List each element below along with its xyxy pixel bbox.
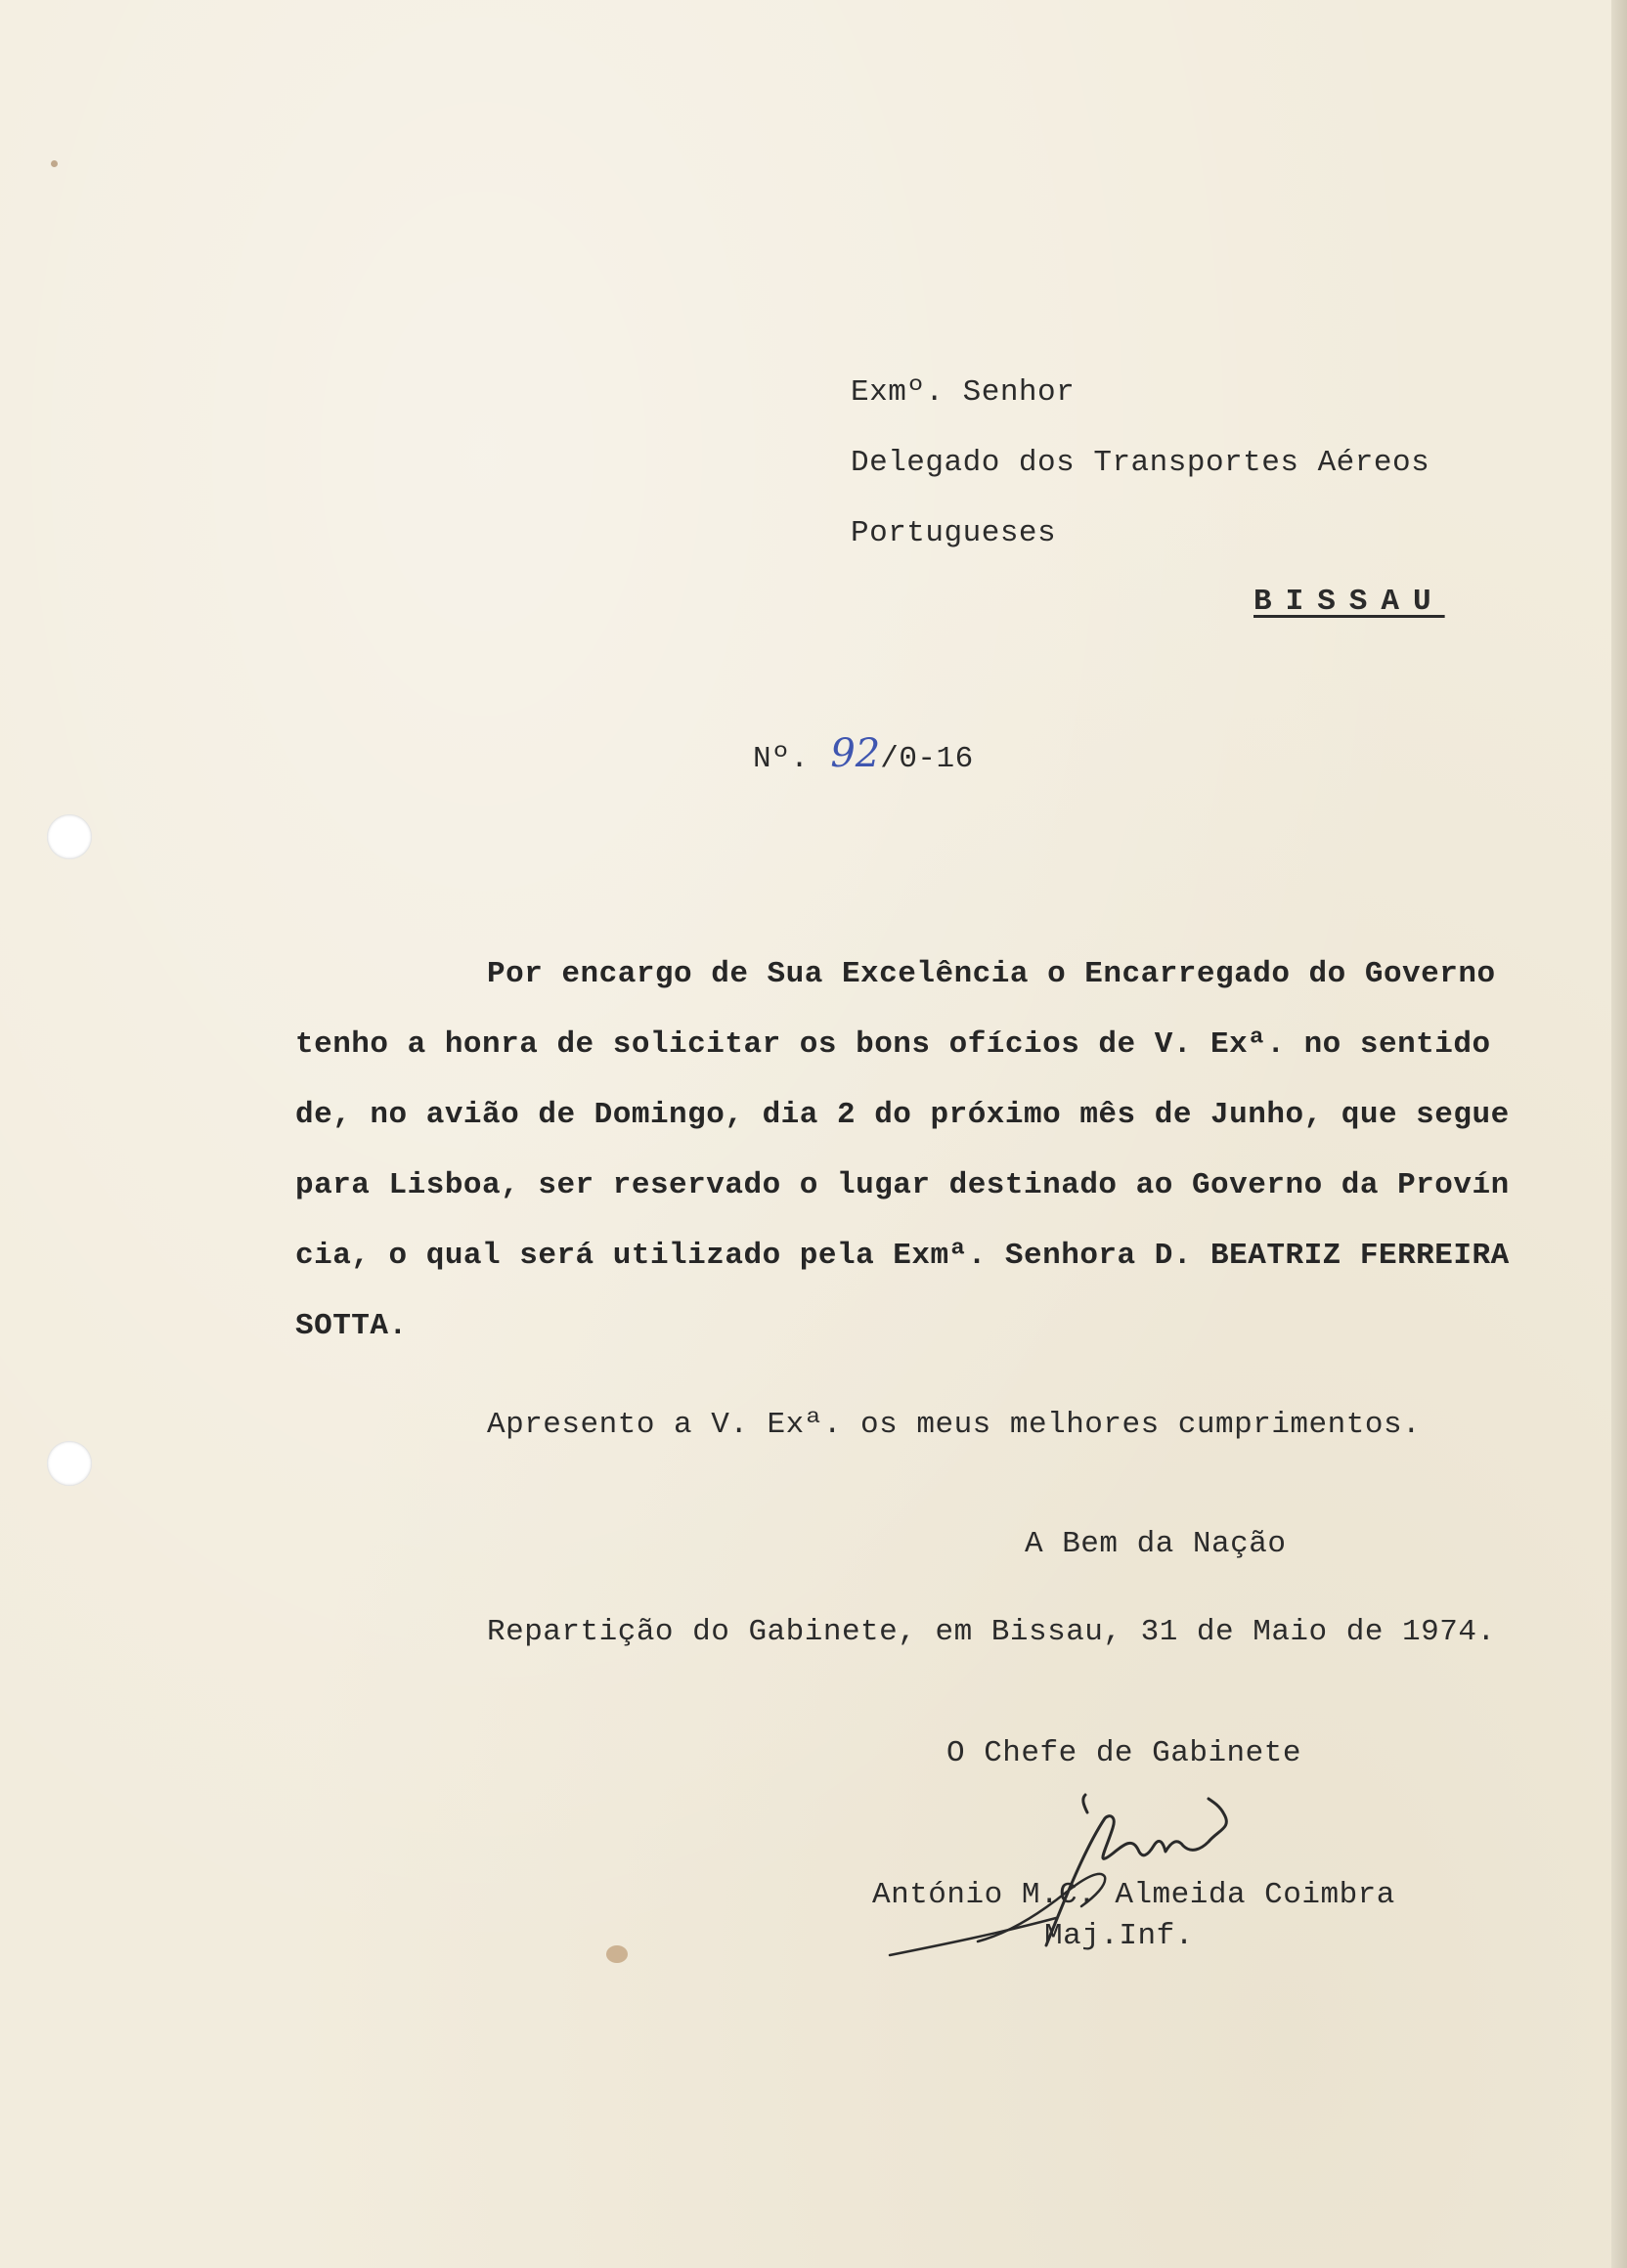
body-line-2: tenho a honra de solicitar os bons ofícios de V. Exª. no sentido	[295, 1027, 1491, 1062]
reference-handwritten-number: 92	[830, 731, 881, 776]
recipient-city: BISSAU	[1253, 585, 1445, 619]
paper-stain	[606, 1945, 628, 1963]
signatory-rank: Maj.Inf.	[1044, 1919, 1194, 1953]
page-edge	[1611, 0, 1627, 2268]
closing-motto: A Bem da Nação	[1025, 1527, 1287, 1561]
signatory-title: O Chefe de Gabinete	[946, 1736, 1301, 1770]
paper-mark	[51, 160, 58, 167]
signatory-name: António M.C. Almeida Coimbra	[872, 1878, 1395, 1912]
recipient-organization: Portugueses	[851, 516, 1057, 550]
greeting-line: Apresento a V. Exª. os meus melhores cumprimentos.	[487, 1408, 1422, 1442]
reference-number	[753, 731, 974, 776]
reference-prefix: Nº.	[753, 742, 810, 776]
body-line-3: de, no avião de Domingo, dia 2 do próximo mês de Junho, que segue	[295, 1098, 1510, 1132]
punch-hole-bottom	[47, 1441, 92, 1486]
body-line-4: para Lisboa, ser reservado o lugar destinado ao Governo da Provín	[295, 1168, 1510, 1202]
punch-hole-top	[47, 814, 92, 859]
body-line-1: Por encargo de Sua Excelência o Encarregado do Governo	[487, 957, 1496, 991]
body-line-6: SOTTA.	[295, 1309, 408, 1343]
body-line-5: cia, o qual será utilizado pela Exmª. Senhora D. BEATRIZ FERREIRA	[295, 1239, 1510, 1273]
reference-suffix: /0-16	[880, 742, 974, 776]
place-and-date: Repartição do Gabinete, em Bissau, 31 de Maio de 1974.	[487, 1615, 1496, 1649]
recipient-salutation: Exmº. Senhor	[851, 375, 1076, 410]
recipient-title: Delegado dos Transportes Aéreos	[851, 446, 1430, 480]
